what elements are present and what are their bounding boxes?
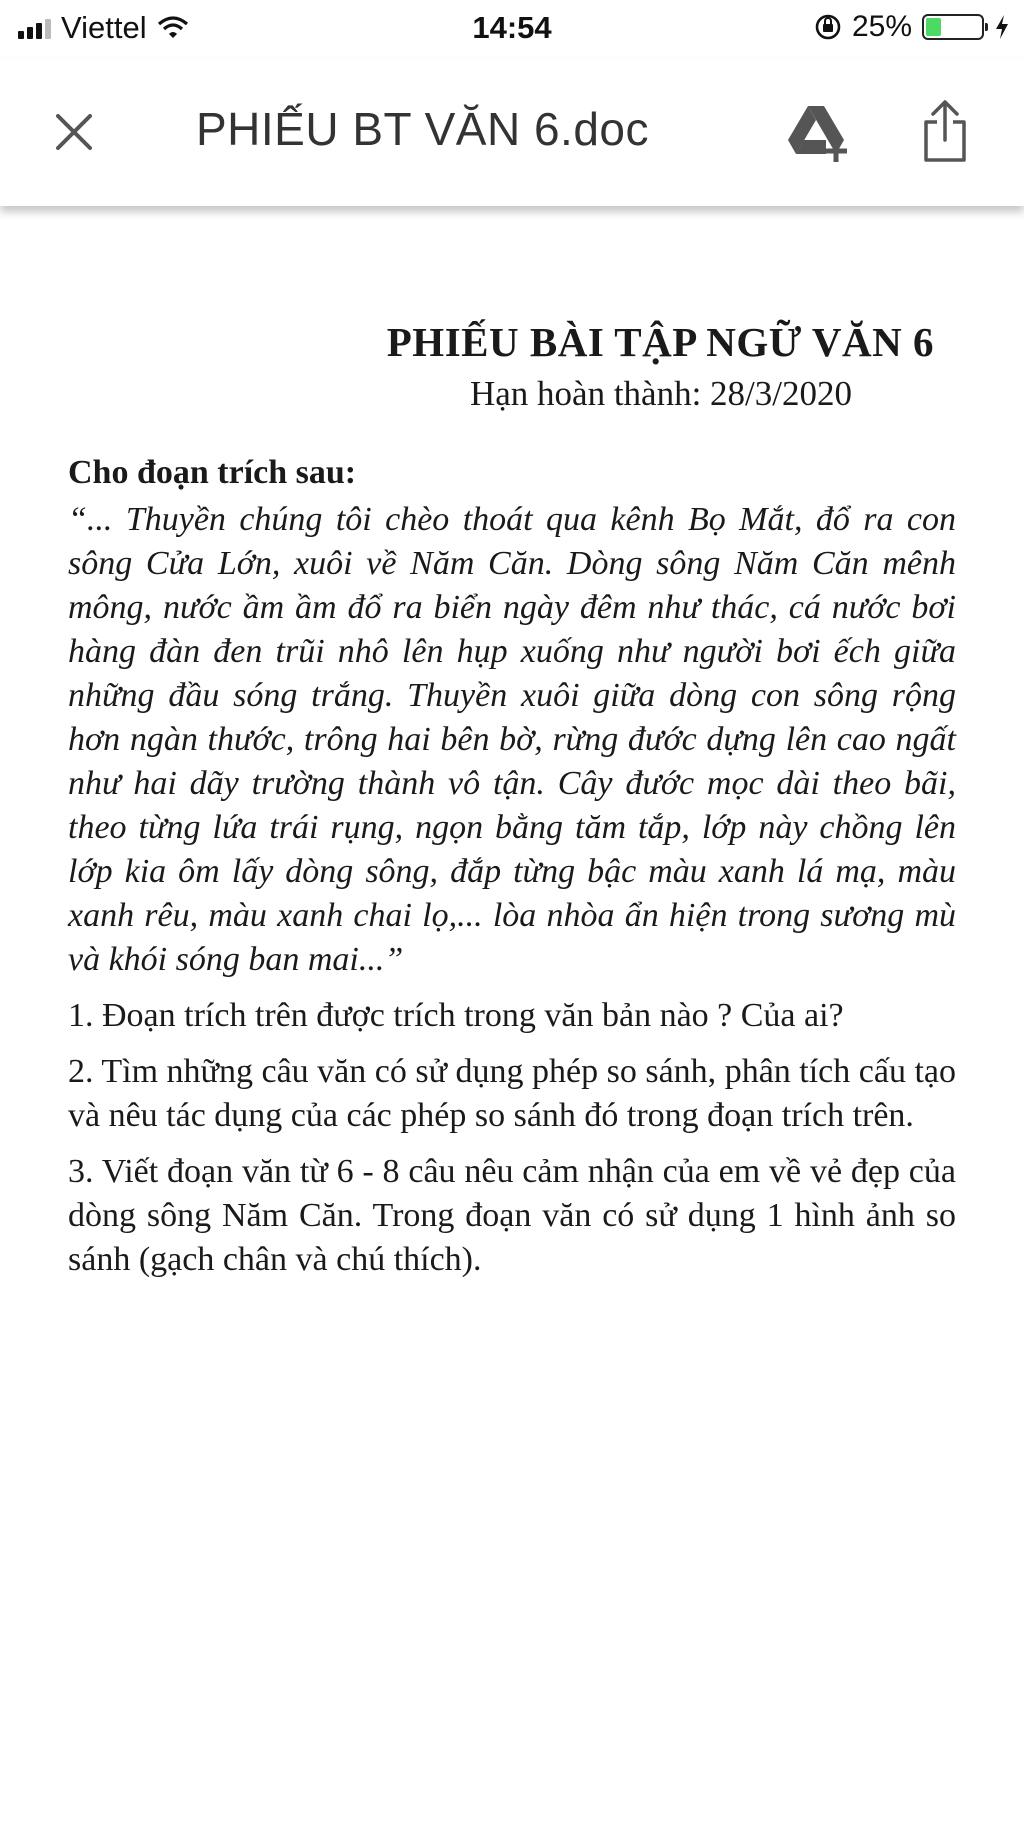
passage-intro: Cho đoạn trích sau:	[68, 454, 357, 491]
question-2: 2. Tìm những câu văn có sử dụng phép so sánh, phân tích cấu tạo và nêu tác dụng của các phép so sánh đó trong đoạn trích trên.	[68, 1053, 956, 1134]
viewer-toolbar	[0, 58, 1024, 206]
file-name: PHIẾU BT VĂN 6.doc	[196, 103, 649, 155]
clock: 14:54	[472, 10, 552, 45]
close-icon[interactable]	[52, 110, 96, 154]
carrier-name: Viettel	[61, 10, 147, 45]
question-1: 1. Đoạn trích trên được trích trong văn bản nào ? Của ai?	[68, 997, 844, 1034]
excerpt-passage: “... Thuyền chúng tôi chèo thoát qua kênh Bọ Mắt, đổ ra con sông Cửa Lớn, xuôi về Năm Căn. Dòng sông Năm Căn mênh mông, nước ầm ầm đổ ra biển ngày đêm như thác, cá nước bơi hàng đàn đen trũi nhô lên hụp xuống như người bơi ếch giữa những đầu sóng trắng. Thuyền xuôi giữa dòng con sông rộng hơn ngàn thước, trông hai bên bờ, rừng đước dựng lên cao ngất như hai dãy trường thành vô tận. Cây đước mọc dài theo bãi, theo từng lứa trái rụng, ngọn bằng tăm tắp, lớp này chồng lên lớp kia ôm lấy dòng sông, đắp từng bậc màu xanh lá mạ, màu xanh rêu, màu xanh chai lọ,... lòa nhòa ẩn hiện trong sương mù và khói sóng ban mai...”	[68, 501, 956, 978]
drive-add-icon[interactable]	[786, 100, 850, 164]
battery-percent: 25%	[851, 10, 912, 43]
charging-icon	[994, 14, 1010, 40]
document-title: PHIẾU BÀI TẬP NGỮ VĂN 6	[386, 319, 934, 365]
orientation-lock-icon	[814, 13, 842, 41]
battery-level-fill	[926, 18, 941, 36]
battery-icon	[922, 14, 984, 40]
status-bar	[0, 0, 1024, 58]
deadline: Hạn hoàn thành: 28/3/2020	[469, 374, 852, 413]
status-right	[814, 10, 1010, 44]
question-3: 3. Viết đoạn văn từ 6 - 8 câu nêu cảm nhận của em về vẻ đẹp của dòng sông Năm Căn. Trong đoạn văn có sử dụng 1 hình ảnh so sánh (gạch chân và chú thích).	[68, 1153, 956, 1278]
document-page	[68, 318, 956, 1282]
share-icon[interactable]	[920, 98, 970, 164]
